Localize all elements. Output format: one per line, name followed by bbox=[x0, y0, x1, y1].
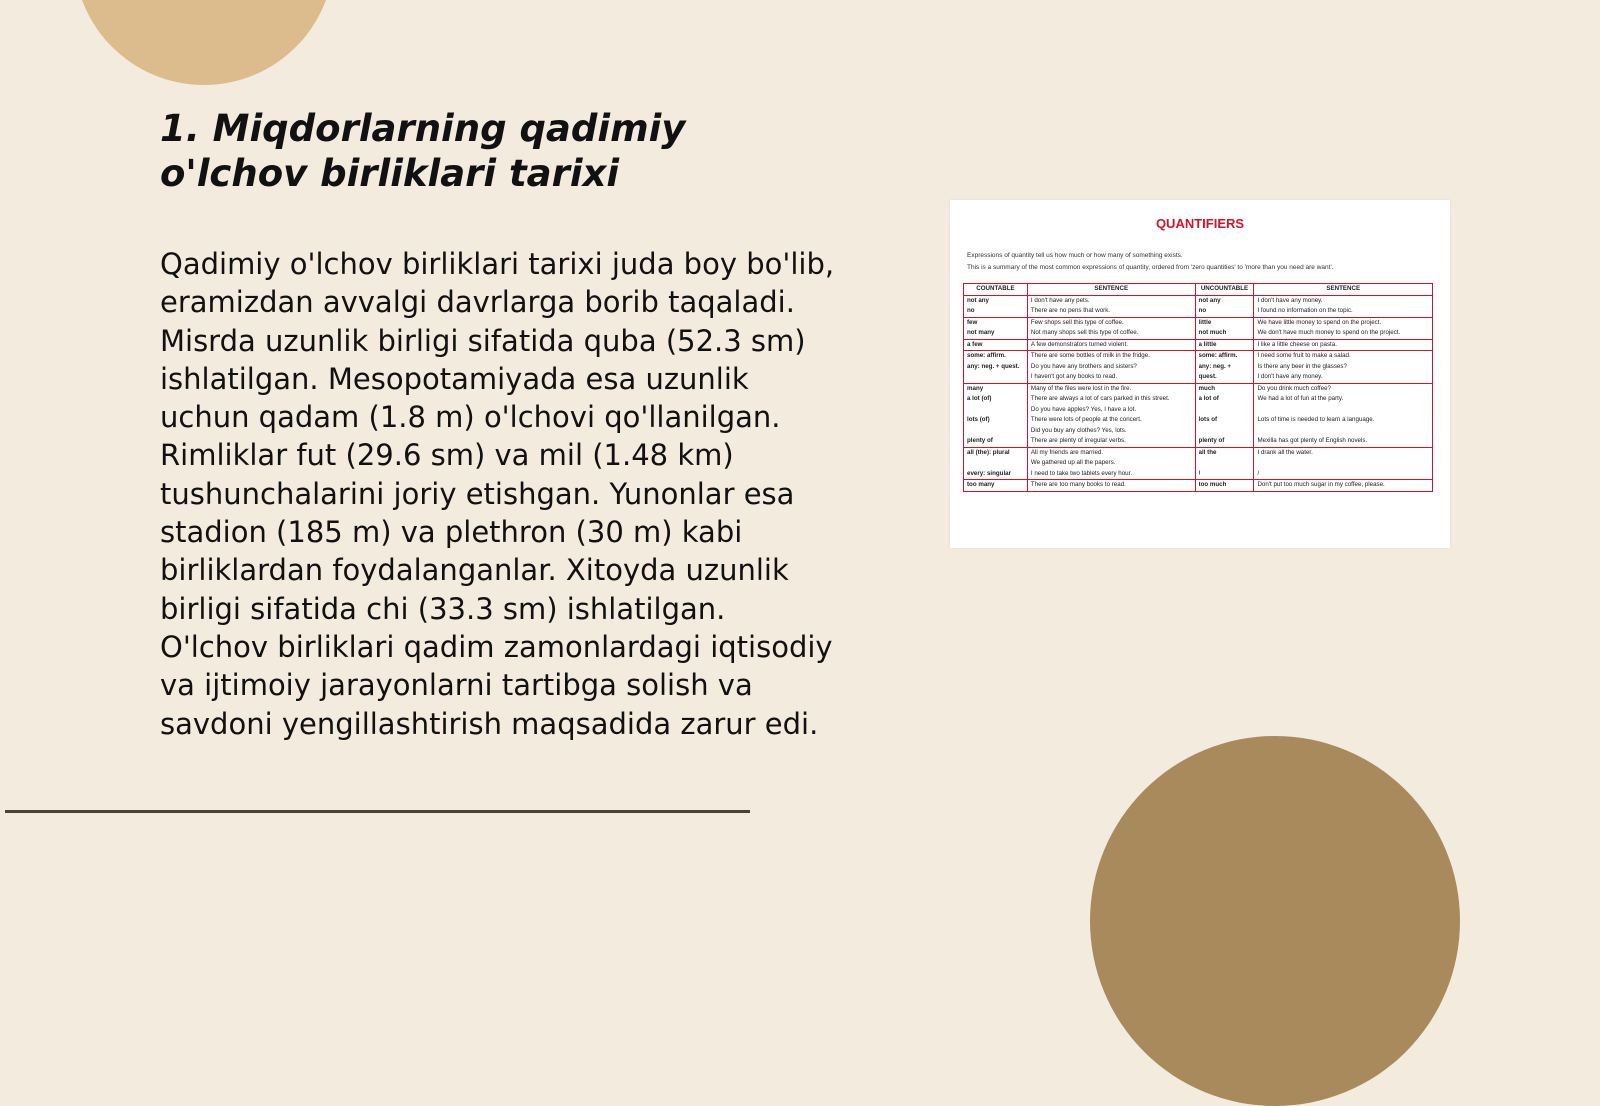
cell-line: all the bbox=[1198, 448, 1217, 456]
quantifier-cell bbox=[1195, 339, 1254, 351]
cell-line: plenty of bbox=[1198, 437, 1225, 444]
cell-line: no bbox=[967, 307, 975, 314]
cell-line: a few bbox=[967, 340, 983, 348]
decorative-circle-bottom bbox=[1090, 736, 1460, 1106]
cell-line: lots of bbox=[1198, 416, 1218, 423]
quantifier-cell bbox=[964, 480, 1028, 492]
cell-line bbox=[1257, 426, 1429, 437]
cell-line: We had a lot of fun at the party. bbox=[1257, 395, 1344, 402]
divider-line bbox=[5, 810, 750, 813]
cell-line bbox=[967, 426, 1024, 437]
cell-line: I haven't got any books to read. bbox=[1030, 373, 1118, 380]
cell-line: not many bbox=[967, 329, 995, 336]
table-row bbox=[964, 351, 1433, 384]
quantifier-cell bbox=[1195, 351, 1254, 384]
cell-line: plenty of bbox=[967, 437, 993, 444]
quantifier-cell bbox=[964, 295, 1028, 317]
cell-line: all (the): plural bbox=[967, 448, 1010, 456]
cell-line: There are plenty of irregular verbs. bbox=[1030, 437, 1126, 444]
cell-line: Did you buy any clothes? Yes, lots. bbox=[1030, 426, 1127, 434]
sentence-cell bbox=[1027, 339, 1195, 351]
sentence-cell bbox=[1254, 339, 1433, 351]
cell-line: Don't put too much sugar in my coffee, please. bbox=[1257, 481, 1385, 488]
cell-line: A few demonstrators turned violent. bbox=[1030, 340, 1128, 348]
cell-line bbox=[967, 458, 1024, 469]
cell-line: Not many shops sell this type of coffee. bbox=[1030, 329, 1139, 336]
header-sentence: SENTENCE bbox=[1254, 284, 1433, 296]
cell-line: some: affirm. bbox=[1198, 352, 1238, 359]
sentence-cell bbox=[1254, 351, 1433, 384]
sentence-cell bbox=[1254, 383, 1433, 447]
quantifiers-intro-2: This is a summary of the most common expressions of quantity, ordered from 'zero quantities' to 'more than you need are want'. bbox=[967, 264, 1334, 271]
cell-line: a little bbox=[1198, 340, 1217, 348]
cell-line: I found no information on the topic. bbox=[1257, 307, 1353, 314]
sentence-cell bbox=[1027, 383, 1195, 447]
table-row bbox=[964, 480, 1433, 492]
cell-line: / bbox=[1257, 469, 1260, 477]
cell-line: All my friends are married. bbox=[1030, 448, 1104, 456]
cell-line: a lot of bbox=[1198, 395, 1219, 402]
quantifier-cell bbox=[1195, 317, 1254, 339]
cell-line: every: singular bbox=[967, 469, 1012, 477]
table-row bbox=[964, 317, 1433, 339]
cell-line: There were lots of people at the concert. bbox=[1030, 416, 1142, 423]
cell-line bbox=[1199, 458, 1251, 469]
sentence-cell bbox=[1027, 295, 1195, 317]
quantifier-cell bbox=[964, 351, 1028, 384]
cell-line: We don't have much money to spend on the project. bbox=[1257, 329, 1401, 336]
quantifiers-table-body bbox=[964, 295, 1433, 491]
cell-line: Do you have apples? Yes, I have a lot. bbox=[1030, 405, 1137, 413]
cell-line: Do you have any brothers and sisters? bbox=[1030, 362, 1137, 370]
cell-line: little bbox=[1198, 318, 1212, 326]
cell-line: some: affirm. bbox=[967, 352, 1006, 359]
cell-line: not any bbox=[1198, 296, 1221, 304]
cell-line: Mexilla has got plenty of English novels. bbox=[1257, 437, 1368, 444]
quantifier-cell bbox=[964, 317, 1028, 339]
table-row bbox=[964, 295, 1433, 317]
cell-line: We have little money to spend on the project. bbox=[1257, 318, 1382, 326]
cell-line: any: neg. + quest. bbox=[967, 362, 1020, 370]
sentence-cell bbox=[1254, 447, 1433, 480]
quantifiers-intro-1: Expressions of quantity tell us how much or how many of something exists. bbox=[967, 252, 1183, 259]
cell-line: / bbox=[1198, 469, 1201, 477]
cell-line: There are too many books to read. bbox=[1030, 481, 1126, 488]
decorative-circle-top bbox=[74, 0, 334, 85]
cell-line: There are no pens that work. bbox=[1030, 307, 1111, 314]
cell-line: I need to take two tablets every hour. bbox=[1030, 469, 1133, 477]
sentence-cell bbox=[1027, 317, 1195, 339]
quantifier-cell bbox=[964, 339, 1028, 351]
cell-line: I need some fruit to make a salad. bbox=[1257, 352, 1351, 359]
quantifier-cell bbox=[1195, 480, 1254, 492]
table-row bbox=[964, 383, 1433, 447]
slide-body-text: Qadimiy o'lchov birliklari tarixi juda boy bo'lib, eramizdan avvalgi davrlarga borib taqaladi. Misrda uzunlik birligi sifatida quba (52.3 sm) ishlatilgan. Mesopotamiyada esa uzunlik uchun qadam (1.8 m) o'lchovi qo'llanilgan. Rimliklar fut (29.6 sm) va mil (1.48 km) tushunchalarini joriy etishgan. Yunonlar esa stadion (185 m) va plethron (30 m) kabi birliklardan foydalanganlar. Xitoyda uzunlik birligi sifatida chi (33.3 sm) ishlatilgan. O'lchov birliklari qadim zamonlardagi iqtisodiy va ijtimoiy jarayonlarni tartibga solish va savdoni yengillashtirish maqsadida zarur edi. bbox=[160, 247, 835, 741]
quantifier-cell bbox=[1195, 295, 1254, 317]
cell-line bbox=[1199, 426, 1251, 437]
cell-line: I drank all the water. bbox=[1257, 448, 1313, 456]
cell-line: any: neg. + bbox=[1198, 362, 1232, 370]
cell-line: too much bbox=[1198, 481, 1227, 488]
cell-line: too many bbox=[967, 481, 995, 488]
cell-line: not any bbox=[967, 296, 990, 304]
cell-line: no bbox=[1198, 307, 1207, 314]
quantifier-cell bbox=[1195, 447, 1254, 480]
cell-line: Few shops sell this type of coffee. bbox=[1030, 318, 1124, 326]
header-sentence: SENTENCE bbox=[1027, 284, 1195, 296]
cell-line: few bbox=[967, 318, 978, 326]
cell-line: I like a little cheese on pasta. bbox=[1257, 340, 1337, 348]
table-row bbox=[964, 447, 1433, 480]
cell-line: There are always a lot of cars parked in this street. bbox=[1030, 395, 1170, 402]
cell-line bbox=[1199, 405, 1251, 416]
cell-line: Is there any beer in the glasses? bbox=[1257, 362, 1347, 370]
header-countable: COUNTABLE bbox=[964, 284, 1028, 296]
quantifier-cell bbox=[964, 447, 1028, 480]
sentence-cell bbox=[1254, 295, 1433, 317]
cell-line: I don't have any pets. bbox=[1030, 296, 1090, 304]
cell-line: Lots of time is needed to learn a language. bbox=[1257, 416, 1375, 423]
cell-line: a lot (of) bbox=[967, 395, 992, 402]
header-uncountable: UNCOUNTABLE bbox=[1195, 284, 1254, 296]
quantifier-cell bbox=[1195, 383, 1254, 447]
cell-line bbox=[1257, 458, 1429, 469]
sentence-cell bbox=[1027, 351, 1195, 384]
sentence-cell bbox=[1254, 317, 1433, 339]
sentence-cell bbox=[1254, 480, 1433, 492]
cell-line: lots (of) bbox=[967, 416, 990, 423]
cell-line: I don't have any money. bbox=[1257, 296, 1323, 304]
quantifier-cell bbox=[964, 383, 1028, 447]
quantifiers-table bbox=[963, 283, 1433, 492]
slide-title: 1. Miqdorlarning qadimiy o'lchov birliklari tarixi bbox=[160, 107, 686, 195]
cell-line: many bbox=[967, 384, 984, 392]
cell-line: Many of the files were lost in the fire. bbox=[1030, 384, 1132, 392]
cell-line: not much bbox=[1198, 329, 1227, 336]
quantifiers-image bbox=[950, 200, 1450, 548]
cell-line bbox=[967, 405, 1024, 416]
cell-line: I don't have any money. bbox=[1257, 373, 1323, 380]
sentence-cell bbox=[1027, 447, 1195, 480]
cell-line: Do you drink much coffee? bbox=[1257, 384, 1331, 392]
cell-line: There are some bottles of milk in the fridge. bbox=[1030, 352, 1150, 359]
cell-line: quest. bbox=[1198, 373, 1217, 380]
table-row bbox=[964, 339, 1433, 351]
sentence-cell bbox=[1027, 480, 1195, 492]
cell-line bbox=[1257, 405, 1429, 416]
cell-line: much bbox=[1198, 384, 1216, 392]
quantifiers-title: QUANTIFIERS bbox=[1155, 216, 1245, 231]
cell-line: We gathered up all the papers. bbox=[1030, 459, 1116, 466]
